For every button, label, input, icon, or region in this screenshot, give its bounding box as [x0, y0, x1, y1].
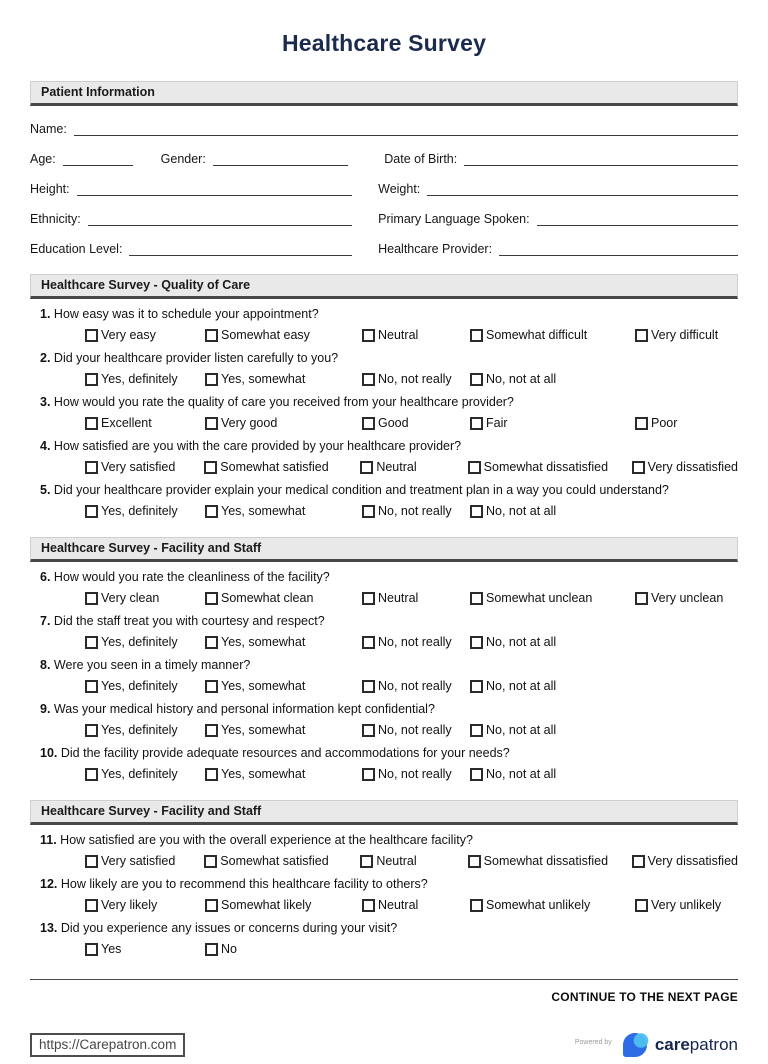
- carepatron-wordmark: [655, 1035, 738, 1055]
- question: [30, 658, 738, 694]
- option-label: Somewhat clean: [221, 591, 314, 605]
- answer-option[interactable]: [205, 635, 362, 650]
- option-label: No, not really: [378, 504, 452, 518]
- answer-option[interactable]: [205, 767, 362, 782]
- page-footer: [30, 1030, 738, 1060]
- answer-option[interactable]: [85, 898, 205, 913]
- patient-info-header: Patient Information: [30, 81, 738, 106]
- answer-option[interactable]: [205, 723, 362, 738]
- option-label: Yes, definitely: [101, 767, 178, 781]
- form-field: [30, 209, 352, 226]
- checkbox[interactable]: [205, 592, 218, 605]
- option-label: Yes, somewhat: [221, 723, 306, 737]
- option-label: Very likely: [101, 898, 158, 912]
- option-label: Very dissatisfied: [647, 854, 738, 868]
- answer-option[interactable]: [635, 416, 677, 431]
- field-label: Ethnicity:: [30, 212, 81, 226]
- question-label: Were you seen in a timely manner?: [53, 658, 251, 672]
- option-label: No, not at all: [486, 767, 557, 781]
- field-input-line[interactable]: [77, 183, 353, 196]
- question-text: [40, 395, 738, 410]
- checkbox[interactable]: [470, 899, 483, 912]
- question-number: 12.: [40, 877, 58, 891]
- option-label: Yes, definitely: [101, 679, 178, 693]
- checkbox[interactable]: [205, 899, 218, 912]
- question-number: 10.: [40, 746, 58, 760]
- checkbox[interactable]: [470, 724, 483, 737]
- checkbox[interactable]: [470, 329, 483, 342]
- option-label: Very satisfied: [101, 854, 176, 868]
- question-label: Did your healthcare provider listen carefully to you?: [53, 351, 339, 365]
- answer-options: [40, 679, 738, 694]
- answer-option[interactable]: [362, 328, 470, 343]
- question-number: 2.: [40, 351, 51, 365]
- powered-by-label: Powered by: [574, 1038, 612, 1046]
- checkbox[interactable]: [85, 373, 98, 386]
- question: [30, 921, 738, 957]
- question-label: Did you experience any issues or concerns during your visit?: [60, 921, 398, 935]
- option-label: No, not at all: [486, 723, 557, 737]
- question-number: 9.: [40, 702, 51, 716]
- checkbox[interactable]: [205, 724, 218, 737]
- checkbox[interactable]: [635, 329, 648, 342]
- question-text: [40, 483, 738, 498]
- powered-by-block: [575, 1030, 738, 1060]
- answer-option[interactable]: [85, 372, 205, 387]
- option-label: Somewhat satisfied: [220, 854, 329, 868]
- field-label: Age:: [30, 152, 56, 166]
- option-label: No, not really: [378, 767, 452, 781]
- answer-option[interactable]: [470, 591, 635, 606]
- answer-option[interactable]: [85, 854, 204, 869]
- continue-next-page-label: CONTINUE TO THE NEXT PAGE: [551, 990, 738, 1004]
- answer-option[interactable]: [362, 679, 470, 694]
- answer-option[interactable]: [468, 460, 632, 475]
- field-label: Date of Birth:: [384, 152, 458, 166]
- answer-option[interactable]: [205, 898, 362, 913]
- option-label: No, not at all: [486, 679, 557, 693]
- answer-option[interactable]: [205, 372, 362, 387]
- page-title: Healthcare Survey: [281, 30, 487, 56]
- answer-option[interactable]: [470, 898, 635, 913]
- checkbox[interactable]: [470, 417, 483, 430]
- answer-option[interactable]: [632, 854, 738, 869]
- answer-option[interactable]: [468, 854, 632, 869]
- question: [30, 307, 738, 343]
- option-label: Yes, somewhat: [221, 679, 306, 693]
- answer-option[interactable]: [362, 372, 470, 387]
- question-number: 5.: [40, 483, 51, 497]
- question: [30, 395, 738, 431]
- checkbox[interactable]: [470, 636, 483, 649]
- answer-option[interactable]: [635, 898, 721, 913]
- question-text: [40, 614, 738, 629]
- checkbox[interactable]: [468, 855, 481, 868]
- option-label: Very unclean: [651, 591, 724, 605]
- option-label: Very easy: [101, 328, 156, 342]
- answer-option[interactable]: [635, 328, 718, 343]
- option-label: Somewhat dissatisfied: [483, 854, 609, 868]
- option-label: Good: [378, 416, 409, 430]
- field-label: Gender:: [160, 152, 206, 166]
- checkbox[interactable]: [632, 855, 645, 868]
- answer-option[interactable]: [205, 942, 362, 957]
- checkbox[interactable]: [85, 461, 98, 474]
- answer-option[interactable]: [85, 416, 205, 431]
- answer-option[interactable]: [85, 767, 205, 782]
- answer-options: [40, 635, 738, 650]
- checkbox[interactable]: [470, 680, 483, 693]
- option-label: Yes, somewhat: [221, 504, 306, 518]
- checkbox[interactable]: [85, 724, 98, 737]
- question: [30, 702, 738, 738]
- patient-info-row: [30, 239, 738, 256]
- section-header: Healthcare Survey - Quality of Care: [30, 274, 738, 299]
- question-label: How would you rate the cleanliness of the facility?: [53, 570, 330, 584]
- field-input-line[interactable]: [499, 243, 738, 256]
- field-label: Height:: [30, 182, 70, 196]
- answer-option[interactable]: [204, 460, 360, 475]
- question: [30, 877, 738, 913]
- answer-option[interactable]: [204, 854, 360, 869]
- question-label: How would you rate the quality of care you received from your healthcare provider?: [53, 395, 514, 409]
- checkbox[interactable]: [205, 636, 218, 649]
- option-label: Very good: [221, 416, 278, 430]
- answer-options: [40, 898, 738, 913]
- question-text: [40, 351, 738, 366]
- checkbox[interactable]: [360, 461, 373, 474]
- checkbox[interactable]: [85, 680, 98, 693]
- answer-option[interactable]: [470, 504, 635, 519]
- checkbox[interactable]: [85, 768, 98, 781]
- field-input-line[interactable]: [537, 213, 738, 226]
- question-text: [40, 746, 738, 761]
- checkbox[interactable]: [85, 899, 98, 912]
- answer-option[interactable]: [205, 416, 362, 431]
- option-label: Very unlikely: [651, 898, 722, 912]
- question-number: 7.: [40, 614, 51, 628]
- checkbox[interactable]: [205, 505, 218, 518]
- answer-options: [40, 504, 738, 519]
- option-label: Very satisfied: [101, 460, 176, 474]
- answer-option[interactable]: [362, 635, 470, 650]
- answer-options: [40, 854, 738, 869]
- option-label: Neutral: [378, 591, 419, 605]
- checkbox[interactable]: [362, 505, 375, 518]
- field-label: Weight:: [378, 182, 421, 196]
- field-input-line[interactable]: [88, 213, 352, 226]
- option-label: Very clean: [101, 591, 160, 605]
- option-label: Yes, definitely: [101, 504, 178, 518]
- question-text: [40, 921, 738, 936]
- checkbox[interactable]: [362, 417, 375, 430]
- option-label: Somewhat likely: [221, 898, 312, 912]
- checkbox[interactable]: [360, 855, 373, 868]
- checkbox[interactable]: [205, 417, 218, 430]
- checkbox[interactable]: [470, 373, 483, 386]
- checkbox[interactable]: [362, 768, 375, 781]
- patient-info-row: [30, 149, 738, 166]
- patient-info-row: [30, 209, 738, 226]
- option-label: No, not at all: [486, 635, 557, 649]
- checkbox[interactable]: [205, 373, 218, 386]
- checkbox[interactable]: [205, 768, 218, 781]
- carepatron-url-link[interactable]: https://Carepatron.com: [30, 1033, 185, 1057]
- field-label: Healthcare Provider:: [378, 242, 493, 256]
- answer-option[interactable]: [360, 460, 467, 475]
- checkbox[interactable]: [204, 855, 217, 868]
- question: [30, 439, 738, 475]
- option-label: Very difficult: [651, 328, 719, 342]
- carepatron-logo-icon: [620, 1030, 650, 1060]
- question: [30, 570, 738, 606]
- option-label: No: [221, 942, 237, 956]
- answer-options: [40, 372, 738, 387]
- answer-option[interactable]: [470, 723, 635, 738]
- answer-option[interactable]: [362, 723, 470, 738]
- question-text: [40, 702, 738, 717]
- option-label: Yes, somewhat: [221, 767, 306, 781]
- answer-options: [40, 328, 738, 343]
- page-content: [30, 81, 738, 1060]
- question-label: Did the facility provide adequate resources and accommodations for your needs?: [60, 746, 510, 760]
- answer-option[interactable]: [470, 416, 635, 431]
- patient-info-row: [30, 179, 738, 196]
- section-header: Healthcare Survey - Facility and Staff: [30, 800, 738, 825]
- checkbox[interactable]: [85, 592, 98, 605]
- answer-option[interactable]: [360, 854, 467, 869]
- checkbox[interactable]: [362, 899, 375, 912]
- checkbox[interactable]: [85, 417, 98, 430]
- answer-options: [40, 767, 738, 782]
- option-label: Somewhat dissatisfied: [483, 460, 609, 474]
- question-number: 6.: [40, 570, 51, 584]
- option-label: Neutral: [378, 328, 419, 342]
- checkbox[interactable]: [362, 680, 375, 693]
- option-label: Yes: [101, 942, 122, 956]
- checkbox[interactable]: [362, 724, 375, 737]
- field-label: Primary Language Spoken:: [378, 212, 530, 226]
- option-label: No, not really: [378, 723, 452, 737]
- brand-regular: patron: [689, 1035, 738, 1054]
- form-field: [30, 149, 133, 166]
- checkbox[interactable]: [85, 329, 98, 342]
- option-label: Neutral: [378, 898, 419, 912]
- option-label: No, not really: [378, 679, 452, 693]
- form-field: [30, 239, 352, 256]
- option-label: Yes, definitely: [101, 372, 178, 386]
- question-label: How satisfied are you with the care provided by your healthcare provider?: [53, 439, 462, 453]
- section-header: Healthcare Survey - Facility and Staff: [30, 537, 738, 562]
- option-label: No, not at all: [486, 372, 557, 386]
- question-label: Did your healthcare provider explain your medical condition and treatment plan in a way you could understand?: [53, 483, 669, 497]
- option-label: Somewhat easy: [221, 328, 310, 342]
- option-label: Very dissatisfied: [647, 460, 738, 474]
- answer-option[interactable]: [470, 679, 635, 694]
- option-label: Somewhat unclean: [486, 591, 593, 605]
- option-label: Yes, somewhat: [221, 372, 306, 386]
- brand-bold: care: [654, 1035, 690, 1054]
- checkbox[interactable]: [635, 417, 648, 430]
- question-label: Did the staff treat you with courtesy and respect?: [53, 614, 325, 628]
- question-text: [40, 570, 738, 585]
- form-field: [378, 239, 738, 256]
- answer-option[interactable]: [635, 591, 723, 606]
- answer-options: [40, 416, 738, 431]
- checkbox[interactable]: [632, 461, 645, 474]
- answer-options: [40, 460, 738, 475]
- question-label: How easy was it to schedule your appointment?: [53, 307, 319, 321]
- checkbox[interactable]: [205, 943, 218, 956]
- checkbox[interactable]: [362, 592, 375, 605]
- answer-option[interactable]: [470, 635, 635, 650]
- question-number: 3.: [40, 395, 51, 409]
- answer-option[interactable]: [85, 635, 205, 650]
- answer-options: [40, 942, 738, 957]
- field-input-line[interactable]: [74, 123, 738, 136]
- checkbox[interactable]: [362, 329, 375, 342]
- answer-option[interactable]: [362, 416, 470, 431]
- answer-option[interactable]: [85, 679, 205, 694]
- checkbox[interactable]: [85, 636, 98, 649]
- question-label: How likely are you to recommend this healthcare facility to others?: [60, 877, 428, 891]
- question: [30, 746, 738, 782]
- question: [30, 483, 738, 519]
- field-input-line[interactable]: [464, 153, 738, 166]
- option-label: Somewhat difficult: [486, 328, 588, 342]
- checkbox[interactable]: [470, 768, 483, 781]
- question-text: [40, 307, 738, 322]
- question-label: How satisfied are you with the overall experience at the healthcare facility?: [60, 833, 473, 847]
- question-text: [40, 439, 738, 454]
- option-label: Yes, somewhat: [221, 635, 306, 649]
- checkbox[interactable]: [85, 943, 98, 956]
- checkbox[interactable]: [468, 461, 481, 474]
- option-label: No, not really: [378, 372, 452, 386]
- form-field: [30, 179, 352, 196]
- survey-sections: [30, 274, 738, 957]
- answer-option[interactable]: [85, 942, 205, 957]
- answer-option[interactable]: [362, 504, 470, 519]
- checkbox[interactable]: [204, 461, 217, 474]
- checkbox[interactable]: [85, 505, 98, 518]
- checkbox[interactable]: [470, 505, 483, 518]
- form-field: [30, 119, 738, 136]
- question-number: 11.: [40, 833, 57, 847]
- form-field: [384, 149, 738, 166]
- answer-option[interactable]: [362, 767, 470, 782]
- answer-option[interactable]: [85, 591, 205, 606]
- answer-options: [40, 723, 738, 738]
- option-label: Fair: [486, 416, 508, 430]
- question: [30, 833, 738, 869]
- form-field: [161, 149, 349, 166]
- answer-options: [40, 591, 738, 606]
- option-label: Yes, definitely: [101, 723, 178, 737]
- answer-option[interactable]: [85, 460, 204, 475]
- checkbox[interactable]: [85, 855, 98, 868]
- answer-option[interactable]: [362, 898, 470, 913]
- field-label: Name:: [30, 122, 67, 136]
- field-input-line[interactable]: [129, 243, 352, 256]
- question: [30, 351, 738, 387]
- form-field: [378, 209, 738, 226]
- option-label: Somewhat unlikely: [486, 898, 591, 912]
- answer-option[interactable]: [470, 372, 635, 387]
- field-input-line[interactable]: [213, 153, 348, 166]
- answer-option[interactable]: [362, 591, 470, 606]
- question-number: 8.: [40, 658, 51, 672]
- checkbox[interactable]: [470, 592, 483, 605]
- checkbox[interactable]: [205, 680, 218, 693]
- answer-option[interactable]: [205, 504, 362, 519]
- option-label: Yes, definitely: [101, 635, 178, 649]
- patient-info-rows: [30, 119, 738, 256]
- option-label: Neutral: [376, 854, 417, 868]
- question-label: Was your medical history and personal information kept confidential?: [53, 702, 435, 716]
- answer-option[interactable]: [632, 460, 738, 475]
- option-label: No, not really: [378, 635, 452, 649]
- question-text: [40, 877, 738, 892]
- answer-option[interactable]: [470, 767, 635, 782]
- answer-option[interactable]: [205, 591, 362, 606]
- answer-option[interactable]: [470, 328, 635, 343]
- field-label: Education Level:: [30, 242, 123, 256]
- question-number: 1.: [40, 307, 51, 321]
- footer-divider: [30, 979, 738, 980]
- option-label: Poor: [651, 416, 678, 430]
- answer-option[interactable]: [85, 328, 205, 343]
- option-label: Somewhat satisfied: [220, 460, 329, 474]
- checkbox[interactable]: [635, 899, 648, 912]
- question-number: 13.: [40, 921, 58, 935]
- checkbox[interactable]: [362, 636, 375, 649]
- option-label: No, not at all: [486, 504, 557, 518]
- option-label: Neutral: [376, 460, 417, 474]
- checkbox[interactable]: [205, 329, 218, 342]
- answer-option[interactable]: [205, 328, 362, 343]
- option-label: Excellent: [101, 416, 152, 430]
- question-text: [40, 658, 738, 673]
- field-input-line[interactable]: [427, 183, 738, 196]
- answer-option[interactable]: [85, 723, 205, 738]
- checkbox[interactable]: [362, 373, 375, 386]
- answer-option[interactable]: [85, 504, 205, 519]
- patient-info-row: [30, 119, 738, 136]
- field-input-line[interactable]: [63, 153, 133, 166]
- question-text: [40, 833, 738, 848]
- form-field: [378, 179, 738, 196]
- answer-option[interactable]: [205, 679, 362, 694]
- question-number: 4.: [40, 439, 51, 453]
- checkbox[interactable]: [635, 592, 648, 605]
- question: [30, 614, 738, 650]
